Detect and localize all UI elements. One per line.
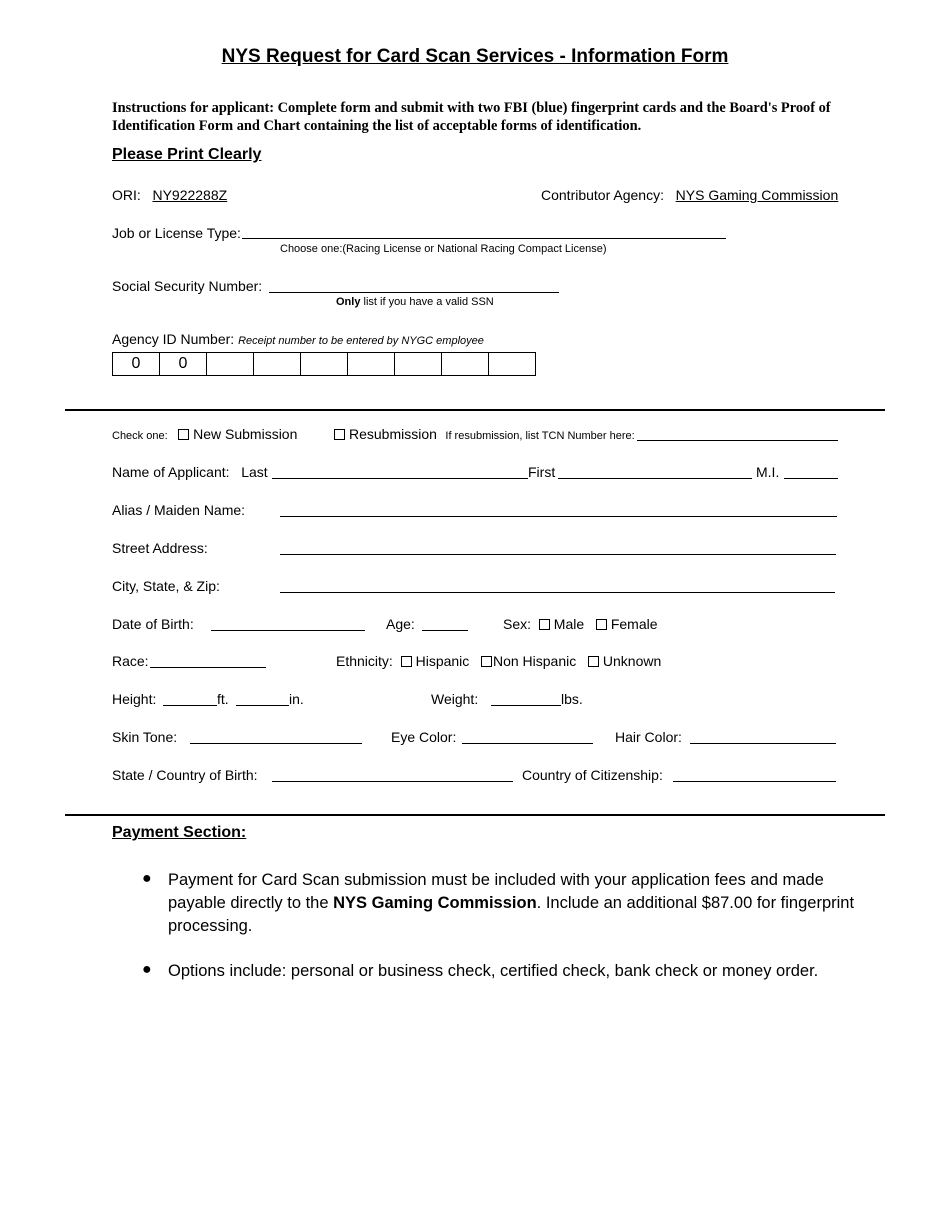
payment-heading: Payment Section: bbox=[112, 824, 247, 841]
agency-id-digit[interactable] bbox=[442, 353, 489, 375]
city-field[interactable] bbox=[280, 592, 835, 593]
age-field[interactable] bbox=[422, 630, 468, 631]
height-in-field[interactable] bbox=[236, 705, 289, 706]
sex-row bbox=[503, 616, 658, 632]
ssn-field[interactable] bbox=[269, 292, 559, 293]
eye-field[interactable] bbox=[462, 743, 593, 744]
name-label bbox=[112, 464, 268, 480]
male-label: Male bbox=[553, 616, 585, 632]
last-label: Last bbox=[241, 464, 268, 480]
unknown-checkbox[interactable] bbox=[588, 656, 599, 667]
new-submission-label: New Submission bbox=[193, 426, 298, 442]
weight-field[interactable] bbox=[491, 705, 561, 706]
city-label: City, State, & Zip: bbox=[112, 578, 220, 594]
agency-id-digit[interactable]: 0 bbox=[113, 353, 160, 375]
submission-row bbox=[112, 426, 297, 444]
job-field[interactable] bbox=[242, 238, 726, 239]
non-hispanic-checkbox[interactable] bbox=[481, 656, 492, 667]
alias-field[interactable] bbox=[280, 516, 837, 517]
hispanic-label: Hispanic bbox=[415, 653, 470, 669]
first-name-field[interactable] bbox=[558, 478, 752, 479]
skin-label: Skin Tone: bbox=[112, 729, 178, 745]
unknown-label: Unknown bbox=[602, 653, 662, 669]
agency-id-grid bbox=[112, 352, 536, 376]
ethnicity-label: Ethnicity: bbox=[336, 653, 393, 669]
dob-field[interactable] bbox=[211, 630, 365, 631]
job-hint: Choose one:(Racing License or National Racing Compact License) bbox=[280, 243, 607, 255]
female-label: Female bbox=[610, 616, 658, 632]
first-label: First bbox=[528, 464, 556, 480]
ssn-hint bbox=[336, 296, 494, 308]
section-divider bbox=[65, 814, 885, 816]
mi-label: M.I. bbox=[756, 464, 780, 480]
print-clearly-heading: Please Print Clearly bbox=[112, 146, 262, 163]
ori-row bbox=[112, 187, 227, 203]
weight-lbs-label: lbs. bbox=[561, 691, 583, 707]
agency-id-digit[interactable] bbox=[301, 353, 348, 375]
birth-field[interactable] bbox=[272, 781, 513, 782]
name-label-text: Name of Applicant: bbox=[112, 464, 230, 480]
hispanic-checkbox[interactable] bbox=[401, 656, 412, 667]
bullet-icon: ● bbox=[142, 961, 152, 978]
resubmission-label: Resubmission bbox=[349, 426, 437, 442]
check-one-label: Check one: bbox=[112, 430, 168, 442]
ssn-hint-rest: list if you have a valid SSN bbox=[360, 296, 494, 308]
agency-id-digit[interactable] bbox=[254, 353, 301, 375]
payment-payee: NYS Gaming Commission bbox=[333, 894, 537, 912]
contributor-row bbox=[541, 187, 838, 203]
agency-id-digit[interactable] bbox=[395, 353, 442, 375]
agency-id-digit[interactable] bbox=[489, 353, 535, 375]
hair-field[interactable] bbox=[690, 743, 836, 744]
payment-text-a: Payment for Card Scan submission must be included with your application fees and made payable directly to the bbox=[168, 871, 824, 912]
height-ft-label: ft. bbox=[217, 691, 229, 707]
mi-field[interactable] bbox=[784, 478, 838, 479]
page-title: NYS Request for Card Scan Services - Information Form bbox=[221, 46, 729, 67]
contributor-value: NYS Gaming Commission bbox=[675, 187, 839, 203]
skin-field[interactable] bbox=[190, 743, 362, 744]
alias-label: Alias / Maiden Name: bbox=[112, 502, 246, 518]
eye-label: Eye Color: bbox=[391, 729, 457, 745]
street-label: Street Address: bbox=[112, 540, 208, 556]
agency-id-digit[interactable] bbox=[348, 353, 395, 375]
height-in-label: in. bbox=[289, 691, 304, 707]
race-label: Race: bbox=[112, 653, 149, 669]
job-label: Job or License Type: bbox=[112, 225, 241, 241]
hair-label: Hair Color: bbox=[615, 729, 682, 745]
ethnicity-row bbox=[336, 653, 661, 669]
payment-bullet-2: Options include: personal or business check, certified check, bank check or money order. bbox=[168, 962, 819, 980]
ssn-label: Social Security Number: bbox=[112, 278, 263, 294]
resubmission-row bbox=[334, 426, 635, 444]
citizenship-field[interactable] bbox=[673, 781, 836, 782]
height-label: Height: bbox=[112, 691, 157, 707]
ssn-hint-bold: Only bbox=[336, 296, 361, 308]
payment-bullet-1 bbox=[168, 869, 858, 938]
tcn-field[interactable] bbox=[637, 440, 838, 441]
tcn-label: If resubmission, list TCN Number here: bbox=[445, 430, 635, 442]
instructions: Instructions for applicant: Complete form and submit with two FBI (blue) fingerprint cards and the Board's Proof of Identification Form and Chart containing the list of acceptable forms of identification. bbox=[112, 100, 831, 134]
dob-label: Date of Birth: bbox=[112, 616, 194, 632]
non-hispanic-label: Non Hispanic bbox=[492, 653, 577, 669]
payment-text-b: . Include an additional $87.00 for fingerprint processing. bbox=[168, 894, 855, 935]
sex-label: Sex: bbox=[503, 616, 532, 632]
last-name-field[interactable] bbox=[272, 478, 528, 479]
male-checkbox[interactable] bbox=[539, 619, 550, 630]
birth-label: State / Country of Birth: bbox=[112, 767, 258, 783]
resubmission-checkbox[interactable] bbox=[334, 429, 345, 440]
female-checkbox[interactable] bbox=[596, 619, 607, 630]
citizenship-label: Country of Citizenship: bbox=[522, 767, 663, 783]
ori-label: ORI: bbox=[112, 187, 141, 203]
agency-id-row bbox=[112, 331, 484, 347]
height-ft-field[interactable] bbox=[163, 705, 217, 706]
street-field[interactable] bbox=[280, 554, 836, 555]
ori-value: NY922288Z bbox=[152, 187, 228, 203]
agency-id-digit[interactable]: 0 bbox=[160, 353, 207, 375]
section-divider bbox=[65, 409, 885, 411]
bullet-icon: ● bbox=[142, 870, 152, 887]
race-field[interactable] bbox=[150, 667, 266, 668]
agency-id-digit[interactable] bbox=[207, 353, 254, 375]
weight-label: Weight: bbox=[431, 691, 479, 707]
new-submission-checkbox[interactable] bbox=[178, 429, 189, 440]
age-label: Age: bbox=[386, 616, 415, 632]
agency-id-label: Agency ID Number: bbox=[112, 331, 235, 347]
agency-id-hint: Receipt number to be entered by NYGC employee bbox=[238, 335, 484, 347]
contributor-label: Contributor Agency: bbox=[541, 187, 664, 203]
